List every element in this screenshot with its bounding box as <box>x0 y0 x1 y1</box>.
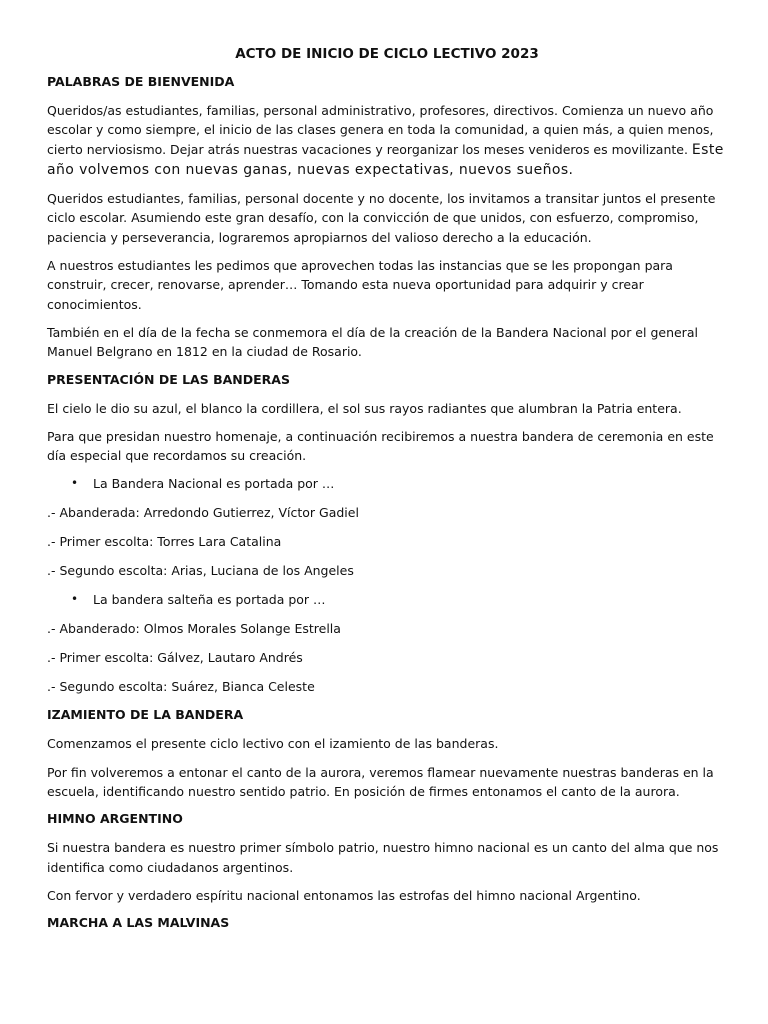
list-line-saltena-primer-escolta: .- Primer escolta: Gálvez, Lautaro Andrés <box>47 650 303 666</box>
paragraph-himno-1: Si nuestra bandera es nuestro primer símbolo patrio, nuestro himno nacional es un canto del alma que nos identifica como ciudadanos argentinos. <box>47 840 719 875</box>
list-line-saltena-segundo-escolta: .- Segundo escolta: Suárez, Bianca Celeste <box>47 679 315 695</box>
paragraph-bienvenida-1-large: Este año volvemos con nuevas ganas, nuevas expectativas, nuevos sueños. <box>47 141 724 178</box>
list-line-nacional-primer-escolta: .- Primer escolta: Torres Lara Catalina <box>47 534 282 550</box>
paragraph-banderas-1: El cielo le dio su azul, el blanco la cordillera, el sol sus rayos radiantes que alumbran la Patria entera. <box>47 400 682 416</box>
heading-izamiento: IZAMIENTO DE LA BANDERA <box>47 707 244 723</box>
paragraph-bienvenida-3: A nuestros estudiantes les pedimos que aprovechen todas las instancias que se les propongan para construir, crecer, renovarse, aprender… Tomando esta nueva oportunidad para adquirir y crear conocimientos. <box>47 258 673 312</box>
heading-banderas: PRESENTACIÓN DE LAS BANDERAS <box>47 371 290 387</box>
list-line-nacional-segundo-escolta: .- Segundo escolta: Arias, Luciana de los Angeles <box>47 563 354 579</box>
list-line-nacional-abanderado: .- Abanderada: Arredondo Gutierrez, Víctor Gadiel <box>47 505 359 521</box>
list-line-saltena-abanderado: .- Abanderado: Olmos Morales Solange Estrella <box>47 621 341 637</box>
bullet-bandera-nacional <box>47 474 727 493</box>
paragraph-bienvenida-4: También en el día de la fecha se conmemora el día de la creación de la Bandera Nacional por el general Manuel Belgrano en 1812 en la ciudad de Rosario. <box>47 324 698 360</box>
document-title: ACTO DE INICIO DE CICLO LECTIVO 2023 <box>235 46 539 62</box>
paragraph-izamiento-1: Comenzamos el presente ciclo lectivo con el izamiento de las banderas. <box>47 736 499 752</box>
paragraph-bienvenida-2: Queridos estudiantes, familias, personal docente y no docente, los invitamos a transitar juntos el presente ciclo escolar. Asumiendo este gran desafío, con la convicción de que unidos, con esfuerzo, compromiso, paciencia y perseverancia, lograremos apropiarnos del valioso derecho a la educación. <box>47 191 716 245</box>
heading-bienvenida: PALABRAS DE BIENVENIDA <box>47 74 235 89</box>
paragraph-bienvenida-1-main: Queridos/as estudiantes, familias, personal administrativo, profesores, directivos. Comienza un nuevo año escolar y como siempre, el inicio de las clases genera en toda la comunidad, a quien más, a quien menos, cierto nerviosismo. Dejar atrás nuestras vacaciones y reorganizar los meses venideros es movilizante. <box>47 103 714 157</box>
paragraph-bienvenida-1 <box>47 101 727 180</box>
document-page <box>47 44 727 942</box>
heading-himno: HIMNO ARGENTINO <box>47 811 183 827</box>
paragraph-banderas-2: Para que presidan nuestro homenaje, a continuación recibiremos a nuestra bandera de ceremonia en este día especial que recordamos su creación. <box>47 428 714 464</box>
bullet-bandera-saltena <box>47 590 727 609</box>
heading-malvinas: MARCHA A LAS MALVINAS <box>47 915 230 931</box>
bullet-icon: • <box>71 592 79 607</box>
bullet-bandera-saltena-label: La bandera salteña es portada por … <box>93 592 326 608</box>
paragraph-himno-2: Con fervor y verdadero espíritu nacional entonamos las estrofas del himno nacional Argentino. <box>47 887 641 903</box>
bullet-icon: • <box>71 476 79 491</box>
paragraph-izamiento-2: Por fin volveremos a entonar el canto de la aurora, veremos flamear nuevamente nuestras banderas en la escuela, identificando nuestro sentido patrio. En posición de firmes entonamos el canto de la aurora. <box>47 764 714 800</box>
bullet-bandera-nacional-label: La Bandera Nacional es portada por … <box>93 476 335 492</box>
